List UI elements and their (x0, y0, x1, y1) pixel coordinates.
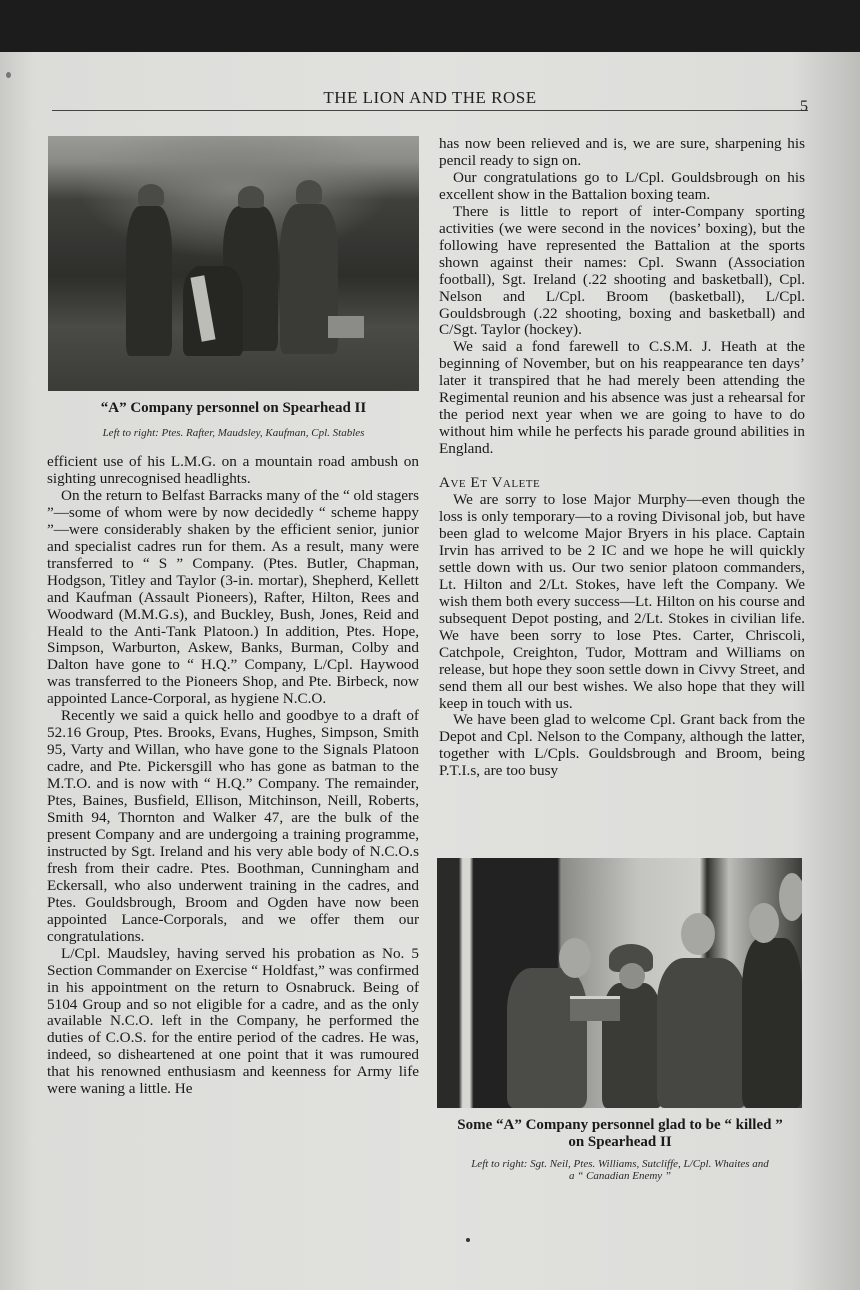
section-heading: Ave Et Valete (439, 474, 541, 492)
paragraph: Recently we said a quick hello and goodbye to a draft of 52.16 Group, Ptes. Brooks, Evans, Hughes, Simpson, Smith 95, Varty and Willan, who have gone to the Signals Platoon cadre, and Pte. Pickersgill who has gone as batman to the M.T.O. and is now with “ H.Q.” Company. The remainder, Ptes, Baines, Busfield, Ellison, Mitchinson, Neill, Roberts, Smith 94, Thornton and Walker 47, are the bulk of the present Company and are undergoing a training programme, instructed by Sgt. Ireland and his very able body of N.C.O.s fresh from their cadre. Ptes. Boothman, Cunningham and Eckersall, who also underwent training in the cadres, and Ptes. Gouldsbrough, Broom and Ogden have now been appointed Lance-Corporals, and we offer them our congratulations. (47, 707, 419, 945)
paragraph: efficient use of his L.M.G. on a mountain road ambush on sighting unrecognised headlights. (47, 453, 419, 487)
running-title: THE LION AND THE ROSE (323, 88, 537, 107)
figure2-credit-line1: Left to right: Sgt. Neil, Ptes. Williams, Sutcliffe, L/Cpl. Whaites and (471, 1158, 769, 1170)
figure2-caption-line2: on Spearhead II (568, 1134, 672, 1150)
paragraph: On the return to Belfast Barracks many of the “ old stagers ”—some of whom were by now decidedly “ scheme happy ”—were considerably shaken by the efficient senior, junior and specialist cadres run for them. As a result, many were transferred to “ S ” Company. (Ptes. Butler, Chapman, Hodgson, Titley and Taylor (3-in. mortar), Shepherd, Kellett and Kaufman (Assault Pioneers), Rafter, Hilton, Rees and Woodward (M.M.G.s), and Buckley, Bush, Jones, Reid and Heald to the Anti-Tank Platoon.) In addition, Ptes. Hope, Simpson, Warburton, Askew, Banks, Burman, Colby and Dalton have gone to “ H.Q.” Company, L/Cpl. Haywood was transferred to the Pioneers Shop, and Pte. Birbeck, now appointed Lance-Corporal, as hygiene N.C.O. (47, 486, 419, 708)
page-number: 5 (800, 98, 808, 115)
binding-hole (6, 72, 11, 78)
soldier-head (619, 963, 645, 989)
soldier-helmet (238, 186, 264, 208)
page-mark (466, 1238, 470, 1242)
soldier-helmet (296, 180, 322, 204)
soldier-head (681, 913, 715, 955)
soldier-figure (507, 968, 587, 1108)
running-header (52, 88, 808, 115)
paragraph: L/Cpl. Maudsley, having served his probation as No. 5 Section Commander on Exercise “ Holdfast,” was confirmed in his appointment on the return to Osnabruck. Being of 5104 Group and so not eligible for a cadre, and as the only available N.C.O. left in the Company, he performed the duties of C.O.S. for the entire period of the cadres. He was, indeed, so disheartened at one point that it was rumoured that his renowned enthusiasm and keenness for Army life were waning a little. He (47, 944, 419, 1098)
paragraph: We are sorry to lose Major Murphy—even though the loss is only temporary—to a roving Divisonal job, but have been glad to welcome Major Bryers in his place. Captain Irvin has arrived to be 2 IC and we hope he will quickly settle down with us. Our two senior platoon commanders, Lt. Hilton and 2/Lt. Stokes, have left the Company. We wish them both every success—Lt. Hilton on his course and subsequent Depot posting, and 2/Lt. Stokes in civilian life. We have been sorry to lose Ptes. Carter, Chriscoli, Catchpole, Creighton, Tudor, Mottram and Williams on release, but hope they soon settle down in Civvy Street, and send them all our best wishes. We also hope that they will keep in touch with us. (439, 491, 805, 712)
figure2-credit-line2: a “ Canadian Enemy ” (568, 1170, 672, 1182)
soldier-head (749, 903, 779, 943)
paragraph: We said a fond farewell to C.S.M. J. Heath at the beginning of November, but on his reappearance ten days’ later it transpired that he had merely been attending the Regimental reunion and his absence was just a rehearsal for the period next year when we are going to have to do without him while he perfects his parade ground abilities in England. (439, 338, 805, 458)
cake-tray (570, 996, 620, 1021)
soldier-figure (657, 958, 747, 1108)
soldier-head (779, 873, 802, 921)
photo-a-company-spearhead (48, 136, 419, 391)
figure1-caption: “A” Company personnel on Spearhead II (100, 400, 367, 416)
magazine-page (0, 52, 860, 1290)
photo-killed-on-spearhead (437, 858, 802, 1108)
soldier-head (559, 938, 591, 978)
soldier-figure (742, 938, 802, 1108)
figure1-credit: Left to right: Ptes. Rafter, Maudsley, Kaufman, Cpl. Stables (102, 427, 365, 439)
figure2-caption-line1: Some “A” Company personnel glad to be “ killed ” (457, 1117, 783, 1133)
paragraph: has now been relieved and is, we are sure, sharpening his pencil ready to sign on. (439, 135, 805, 169)
soldier-figure (126, 206, 172, 356)
paragraph: We have been glad to welcome Cpl. Grant back from the Depot and Cpl. Nelson to the Company, although the latter, together with L/Cpls. Gouldsbrough and Broom, being P.T.I.s, are too busy (439, 711, 805, 780)
box (328, 316, 364, 338)
left-column (47, 454, 419, 1098)
right-column (439, 136, 805, 780)
paragraph: There is little to report of inter-Company sporting activities (we were second in the novices’ boxing), but the following have represented the Battalion at the sports shown against their names: Cpl. Swann (Association football), Sgt. Ireland (.22 shooting and basketball), Cpl. Nelson and L/Cpl. Broom (basketball), L/Cpl. Gouldsbrough (.22 shooting, boxing and basketball) and C/Sgt. Taylor (hockey). (439, 202, 805, 339)
soldier-helmet (138, 184, 164, 206)
paragraph: Our congratulations go to L/Cpl. Gouldsbrough on his excellent show in the Battalion boxing team. (439, 168, 805, 203)
